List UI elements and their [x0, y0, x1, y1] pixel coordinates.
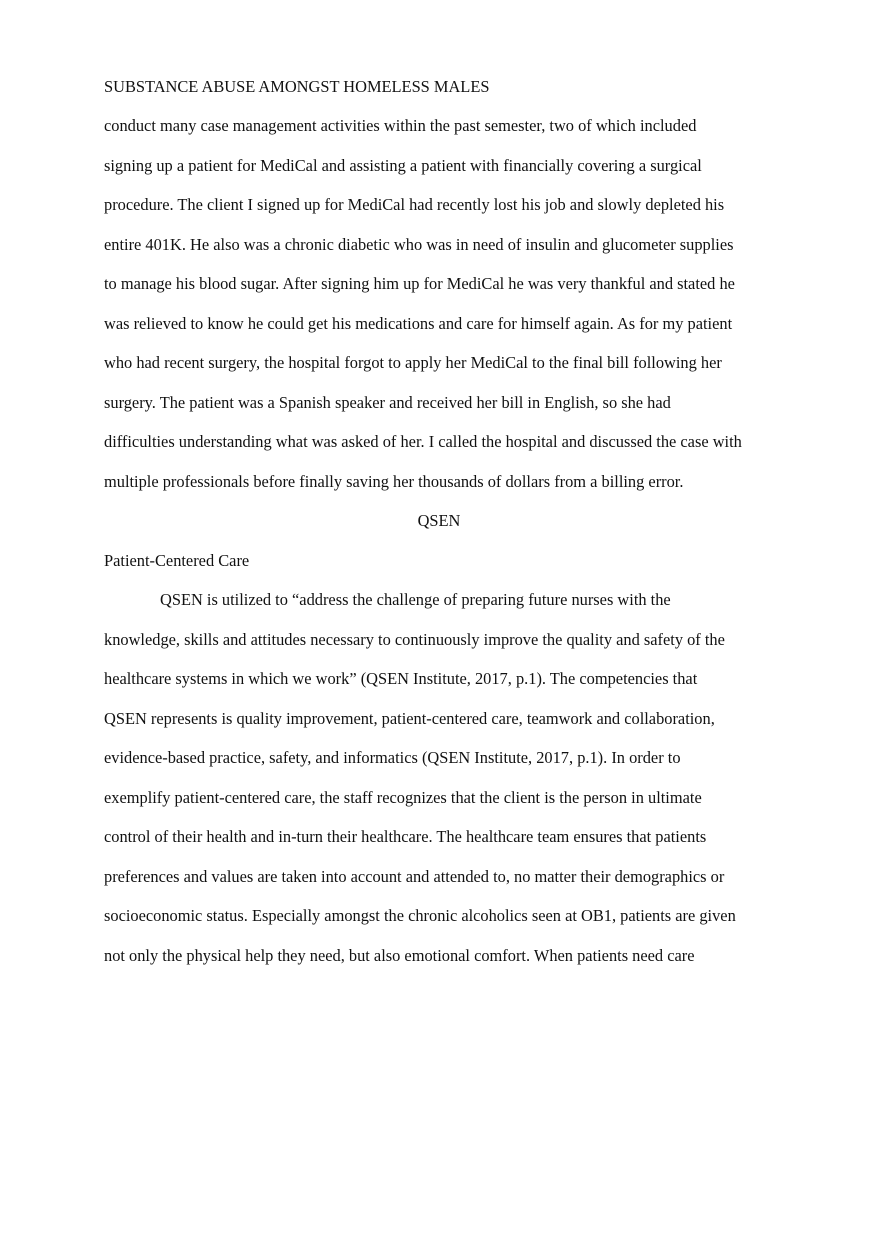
paragraph-line: evidence-based practice, safety, and informatics (QSEN Institute, 2017, p.1). In order to [104, 748, 681, 767]
paragraph-line: signing up a patient for MediCal and assisting a patient with financially covering a surgical [104, 155, 702, 175]
paragraph-line: entire 401K. He also was a chronic diabetic who was in need of insulin and glucometer supplies [104, 234, 734, 254]
paragraph-line: to manage his blood sugar. After signing him up for MediCal he was very thankful and stated he [104, 274, 735, 293]
paragraph-line: who had recent surgery, the hospital forgot to apply her MediCal to the final bill following her [104, 353, 722, 372]
paragraph-line: was relieved to know he could get his medications and care for himself again. As for my patient [104, 313, 733, 333]
paragraph-line: difficulties understanding what was asked of her. I called the hospital and discussed the case with [104, 432, 742, 451]
paragraph-line: multiple professionals before finally saving her thousands of dollars from a billing error. [104, 471, 684, 491]
paragraph-line: procedure. The client I signed up for MediCal had recently lost his job and slowly depleted his [104, 195, 725, 214]
paragraph-line: socioeconomic status. Especially amongst the chronic alcoholics seen at OB1, patients are given [104, 906, 736, 925]
running-head: SUBSTANCE ABUSE AMONGST HOMELESS MALES [104, 77, 490, 96]
paragraph-line: control of their health and in-turn their healthcare. The healthcare team ensures that patients [104, 827, 707, 846]
paragraph-line: surgery. The patient was a Spanish speaker and received her bill in English, so she had [104, 392, 671, 412]
paragraph-line: QSEN represents is quality improvement, patient-centered care, teamwork and collaboration, [104, 708, 715, 728]
section-subheading: Patient-Centered Care [104, 550, 250, 570]
paragraph-line: healthcare systems in which we work” (QSEN Institute, 2017, p.1). The competencies that [104, 669, 698, 688]
paragraph-line: knowledge, skills and attitudes necessary to continuously improve the quality and safety of the [104, 629, 725, 649]
paragraph-line: exemplify patient-centered care, the staff recognizes that the client is the person in ultimate [104, 787, 702, 807]
paragraph-line: QSEN is utilized to “address the challenge of preparing future nurses with the [160, 590, 671, 609]
section-heading: QSEN [417, 511, 461, 530]
paragraph-line: conduct many case management activities within the past semester, two of which included [104, 116, 697, 135]
paragraph-line: preferences and values are taken into account and attended to, no matter their demographics or [104, 866, 725, 886]
paragraph-line: not only the physical help they need, but also emotional comfort. When patients need care [104, 945, 695, 965]
body-text [104, 116, 784, 985]
